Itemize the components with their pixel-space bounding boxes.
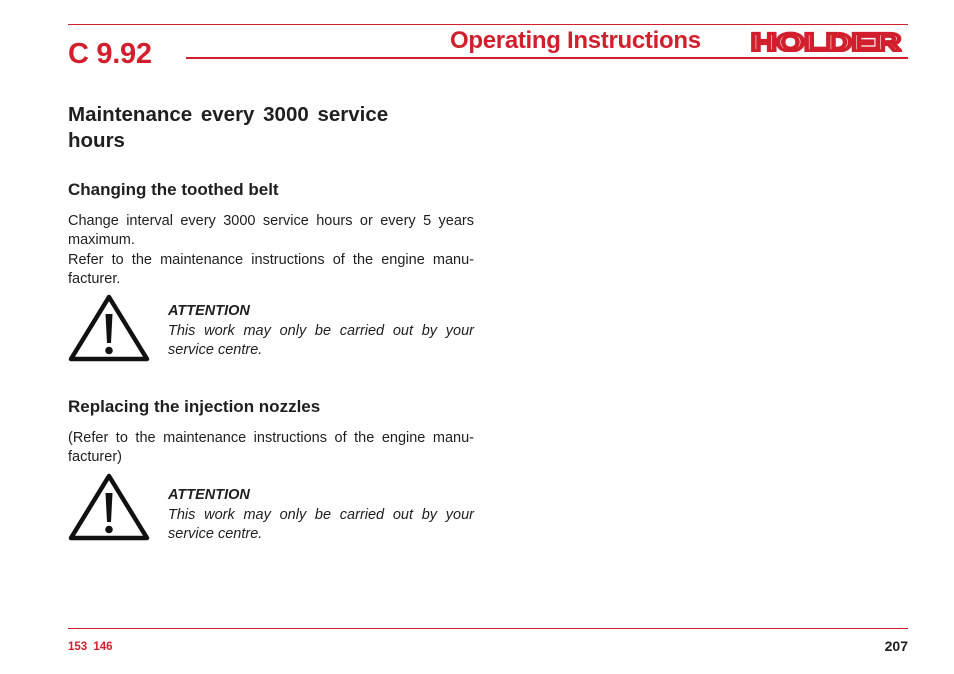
attention-title: ATTENTION — [168, 487, 250, 503]
header-title-rule — [186, 57, 908, 59]
document-title: Operating Instructions — [450, 27, 701, 54]
page-number: 207 — [884, 638, 908, 654]
section-heading-injection-nozzles: Replacing the injection nozzles — [68, 397, 321, 416]
warning-triangle-icon — [68, 293, 150, 363]
warning-triangle-icon — [68, 472, 150, 542]
model-number: C 9.92 — [68, 38, 152, 70]
paragraph-change-interval: Change interval every 3000 service hours or every 5 years maximum. — [68, 213, 474, 248]
holder-logo — [750, 30, 902, 52]
main-heading: Maintenance every 3000 service hours — [68, 103, 389, 152]
attention-text: This work may only be carried out by your service centre. — [168, 323, 474, 358]
paragraph-engine-manufacturer: Refer to the maintenance instructions of the engine manu-facturer. — [68, 252, 474, 287]
document-number: 153 146 — [68, 641, 113, 653]
svg-text:HOLDER: HOLDER — [751, 30, 901, 52]
header-top-rule — [68, 24, 908, 25]
section-heading-toothed-belt: Changing the toothed belt — [68, 180, 279, 199]
footer-rule — [68, 628, 908, 629]
paragraph-engine-manufacturer-ref: (Refer to the maintenance instructions of the engine manu-facturer) — [68, 430, 474, 465]
attention-text: This work may only be carried out by your service centre. — [168, 507, 474, 542]
attention-title: ATTENTION — [168, 303, 250, 319]
